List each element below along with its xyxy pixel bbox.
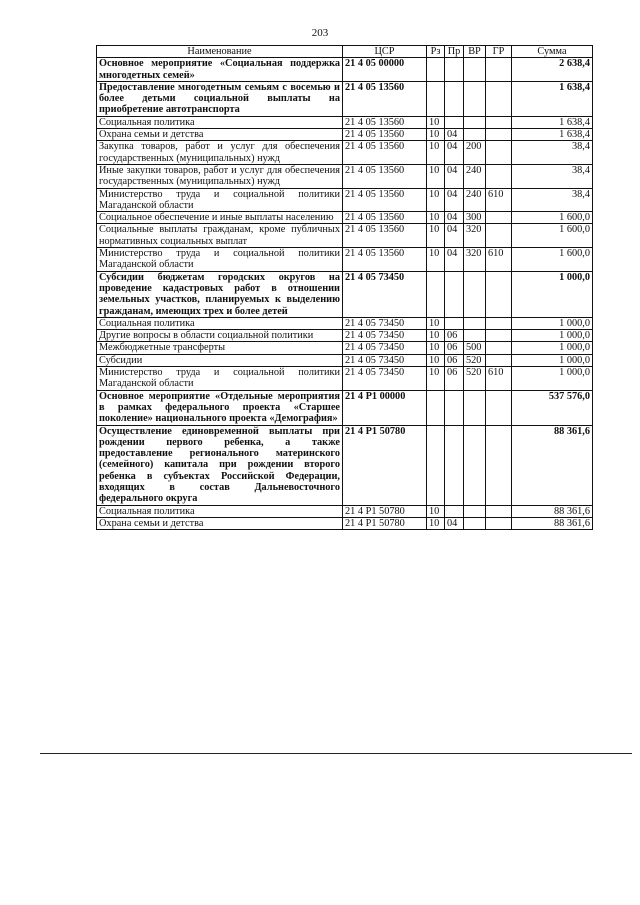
cell-code: 21 4 05 73450	[343, 342, 427, 354]
column-header-rz: Рз	[427, 46, 445, 58]
cell-vr	[464, 425, 486, 505]
table-row	[97, 354, 593, 366]
cell-name: Социальное обеспечение и иные выплаты населению	[97, 212, 343, 224]
cell-gr	[486, 81, 512, 116]
cell-rz: 10	[427, 116, 445, 128]
budget-table	[96, 45, 593, 530]
cell-sum: 537 576,0	[512, 390, 593, 425]
cell-name: Закупка товаров, работ и услуг для обеспечения государственных (муниципальных) нужд	[97, 141, 343, 165]
cell-gr	[486, 505, 512, 517]
table-row	[97, 390, 593, 425]
cell-gr	[486, 271, 512, 317]
cell-gr	[486, 164, 512, 188]
cell-code: 21 4 05 13560	[343, 188, 427, 212]
cell-vr	[464, 390, 486, 425]
cell-pr: 04	[445, 248, 464, 272]
cell-vr	[464, 330, 486, 342]
cell-sum: 1 000,0	[512, 367, 593, 391]
cell-vr: 520	[464, 367, 486, 391]
cell-name: Социальные выплаты гражданам, кроме публичных нормативных социальных выплат	[97, 224, 343, 248]
cell-gr	[486, 330, 512, 342]
table-row	[97, 317, 593, 329]
cell-code: 21 4 P1 00000	[343, 390, 427, 425]
cell-vr: 320	[464, 224, 486, 248]
cell-pr: 06	[445, 354, 464, 366]
table-row	[97, 505, 593, 517]
cell-rz: 10	[427, 224, 445, 248]
cell-name: Социальная политика	[97, 116, 343, 128]
table-row	[97, 271, 593, 317]
cell-pr: 04	[445, 212, 464, 224]
cell-rz: 10	[427, 248, 445, 272]
table-row	[97, 342, 593, 354]
cell-gr	[486, 224, 512, 248]
cell-code: 21 4 P1 50780	[343, 517, 427, 529]
column-header-name: Наименование	[97, 46, 343, 58]
cell-sum: 38,4	[512, 141, 593, 165]
cell-rz	[427, 390, 445, 425]
cell-sum: 1 000,0	[512, 271, 593, 317]
cell-gr: 610	[486, 248, 512, 272]
cell-rz: 10	[427, 164, 445, 188]
cell-pr: 04	[445, 224, 464, 248]
cell-gr	[486, 58, 512, 82]
cell-code: 21 4 05 73450	[343, 271, 427, 317]
cell-rz: 10	[427, 367, 445, 391]
cell-sum: 38,4	[512, 164, 593, 188]
table-row	[97, 212, 593, 224]
cell-name: Охрана семьи и детства	[97, 517, 343, 529]
cell-pr: 06	[445, 342, 464, 354]
cell-gr	[486, 517, 512, 529]
cell-name: Министерство труда и социальной политики Магаданской области	[97, 188, 343, 212]
cell-vr	[464, 129, 486, 141]
cell-rz	[427, 58, 445, 82]
cell-pr	[445, 425, 464, 505]
cell-pr: 04	[445, 188, 464, 212]
cell-rz: 10	[427, 317, 445, 329]
cell-gr	[486, 390, 512, 425]
cell-name: Осуществление единовременной выплаты при рождении первого ребенка, а также предоставление регионального материнского (семейного) капитала при рождении второго ребенка в субъектах Российской Федерации, входящих в состав Дальневосточного федерального округа	[97, 425, 343, 505]
table-row	[97, 517, 593, 529]
table-row	[97, 58, 593, 82]
cell-pr: 04	[445, 517, 464, 529]
cell-pr	[445, 116, 464, 128]
cell-code: 21 4 P1 50780	[343, 425, 427, 505]
cell-code: 21 4 05 73450	[343, 317, 427, 329]
cell-code: 21 4 05 13560	[343, 116, 427, 128]
cell-sum: 1 000,0	[512, 342, 593, 354]
column-header-csr: ЦСР	[343, 46, 427, 58]
table-row	[97, 164, 593, 188]
cell-vr: 500	[464, 342, 486, 354]
cell-code: 21 4 05 73450	[343, 354, 427, 366]
cell-rz	[427, 81, 445, 116]
cell-rz	[427, 271, 445, 317]
cell-pr	[445, 58, 464, 82]
cell-code: 21 4 05 13560	[343, 81, 427, 116]
footer-rule	[40, 753, 632, 754]
cell-code: 21 4 05 13560	[343, 129, 427, 141]
cell-pr: 06	[445, 367, 464, 391]
cell-sum: 38,4	[512, 188, 593, 212]
cell-vr	[464, 58, 486, 82]
cell-code: 21 4 05 13560	[343, 212, 427, 224]
column-header-vr: ВР	[464, 46, 486, 58]
cell-name: Субсидии бюджетам городских округов на проведение кадастровых работ в отношении земельных участков, планируемых к выделению гражданам, имеющих трех и более детей	[97, 271, 343, 317]
column-header-pr: Пр	[445, 46, 464, 58]
cell-rz: 10	[427, 330, 445, 342]
table-row	[97, 129, 593, 141]
cell-vr: 240	[464, 188, 486, 212]
cell-vr: 520	[464, 354, 486, 366]
cell-name: Охрана семьи и детства	[97, 129, 343, 141]
page-number: 203	[311, 27, 329, 39]
table-body	[97, 58, 593, 530]
cell-gr: 610	[486, 367, 512, 391]
cell-rz: 10	[427, 188, 445, 212]
cell-vr	[464, 517, 486, 529]
cell-pr: 04	[445, 141, 464, 165]
table-row	[97, 248, 593, 272]
cell-code: 21 4 05 73450	[343, 367, 427, 391]
cell-rz: 10	[427, 342, 445, 354]
cell-pr	[445, 390, 464, 425]
cell-vr: 200	[464, 141, 486, 165]
cell-name: Социальная политика	[97, 505, 343, 517]
cell-pr	[445, 317, 464, 329]
cell-rz: 10	[427, 517, 445, 529]
cell-name: Социальная политика	[97, 317, 343, 329]
column-header-sum: Сумма	[512, 46, 593, 58]
cell-gr	[486, 317, 512, 329]
cell-gr	[486, 425, 512, 505]
cell-pr: 04	[445, 129, 464, 141]
cell-vr	[464, 81, 486, 116]
cell-name: Основное мероприятие «Отдельные мероприятия в рамках федерального проекта «Старшее поколение» национального проекта «Демография»	[97, 390, 343, 425]
table-row	[97, 81, 593, 116]
cell-sum: 88 361,6	[512, 517, 593, 529]
cell-sum: 1 638,4	[512, 81, 593, 116]
cell-code: 21 4 05 00000	[343, 58, 427, 82]
cell-sum: 88 361,6	[512, 425, 593, 505]
cell-gr	[486, 342, 512, 354]
cell-gr	[486, 141, 512, 165]
cell-sum: 2 638,4	[512, 58, 593, 82]
cell-name: Министерство труда и социальной политики Магаданской области	[97, 248, 343, 272]
cell-gr: 610	[486, 188, 512, 212]
cell-rz: 10	[427, 212, 445, 224]
cell-gr	[486, 116, 512, 128]
cell-name: Другие вопросы в области социальной политики	[97, 330, 343, 342]
cell-rz	[427, 425, 445, 505]
cell-name: Основное мероприятие «Социальная поддержка многодетных семей»	[97, 58, 343, 82]
table-row	[97, 224, 593, 248]
cell-vr	[464, 505, 486, 517]
cell-sum: 1 638,4	[512, 116, 593, 128]
cell-name: Предоставление многодетным семьям с восемью и более детьми социальной выплаты на приобретение автотранспорта	[97, 81, 343, 116]
cell-rz: 10	[427, 505, 445, 517]
table-row	[97, 188, 593, 212]
cell-vr: 240	[464, 164, 486, 188]
cell-code: 21 4 05 13560	[343, 141, 427, 165]
table-row	[97, 116, 593, 128]
cell-sum: 1 600,0	[512, 212, 593, 224]
cell-pr: 04	[445, 164, 464, 188]
cell-sum: 1 638,4	[512, 129, 593, 141]
cell-gr	[486, 354, 512, 366]
cell-pr	[445, 271, 464, 317]
table-row	[97, 425, 593, 505]
cell-pr: 06	[445, 330, 464, 342]
cell-sum: 1 600,0	[512, 248, 593, 272]
cell-code: 21 4 05 13560	[343, 248, 427, 272]
cell-vr	[464, 271, 486, 317]
cell-sum: 88 361,6	[512, 505, 593, 517]
cell-sum: 1 600,0	[512, 224, 593, 248]
cell-rz: 10	[427, 129, 445, 141]
cell-pr	[445, 81, 464, 116]
cell-code: 21 4 05 13560	[343, 164, 427, 188]
cell-gr	[486, 212, 512, 224]
table-header	[97, 46, 593, 58]
cell-gr	[486, 129, 512, 141]
cell-vr: 300	[464, 212, 486, 224]
cell-rz: 10	[427, 141, 445, 165]
cell-name: Субсидии	[97, 354, 343, 366]
cell-code: 21 4 05 13560	[343, 224, 427, 248]
column-header-gr: ГР	[486, 46, 512, 58]
table-row	[97, 330, 593, 342]
cell-rz: 10	[427, 354, 445, 366]
cell-vr: 320	[464, 248, 486, 272]
cell-pr	[445, 505, 464, 517]
cell-code: 21 4 P1 50780	[343, 505, 427, 517]
cell-vr	[464, 317, 486, 329]
cell-vr	[464, 116, 486, 128]
table-row	[97, 141, 593, 165]
cell-sum: 1 000,0	[512, 317, 593, 329]
table-row	[97, 367, 593, 391]
cell-code: 21 4 05 73450	[343, 330, 427, 342]
cell-sum: 1 000,0	[512, 354, 593, 366]
cell-sum: 1 000,0	[512, 330, 593, 342]
cell-name: Иные закупки товаров, работ и услуг для обеспечения государственных (муниципальных) нужд	[97, 164, 343, 188]
cell-name: Межбюджетные трансферты	[97, 342, 343, 354]
cell-name: Министерство труда и социальной политики Магаданской области	[97, 367, 343, 391]
